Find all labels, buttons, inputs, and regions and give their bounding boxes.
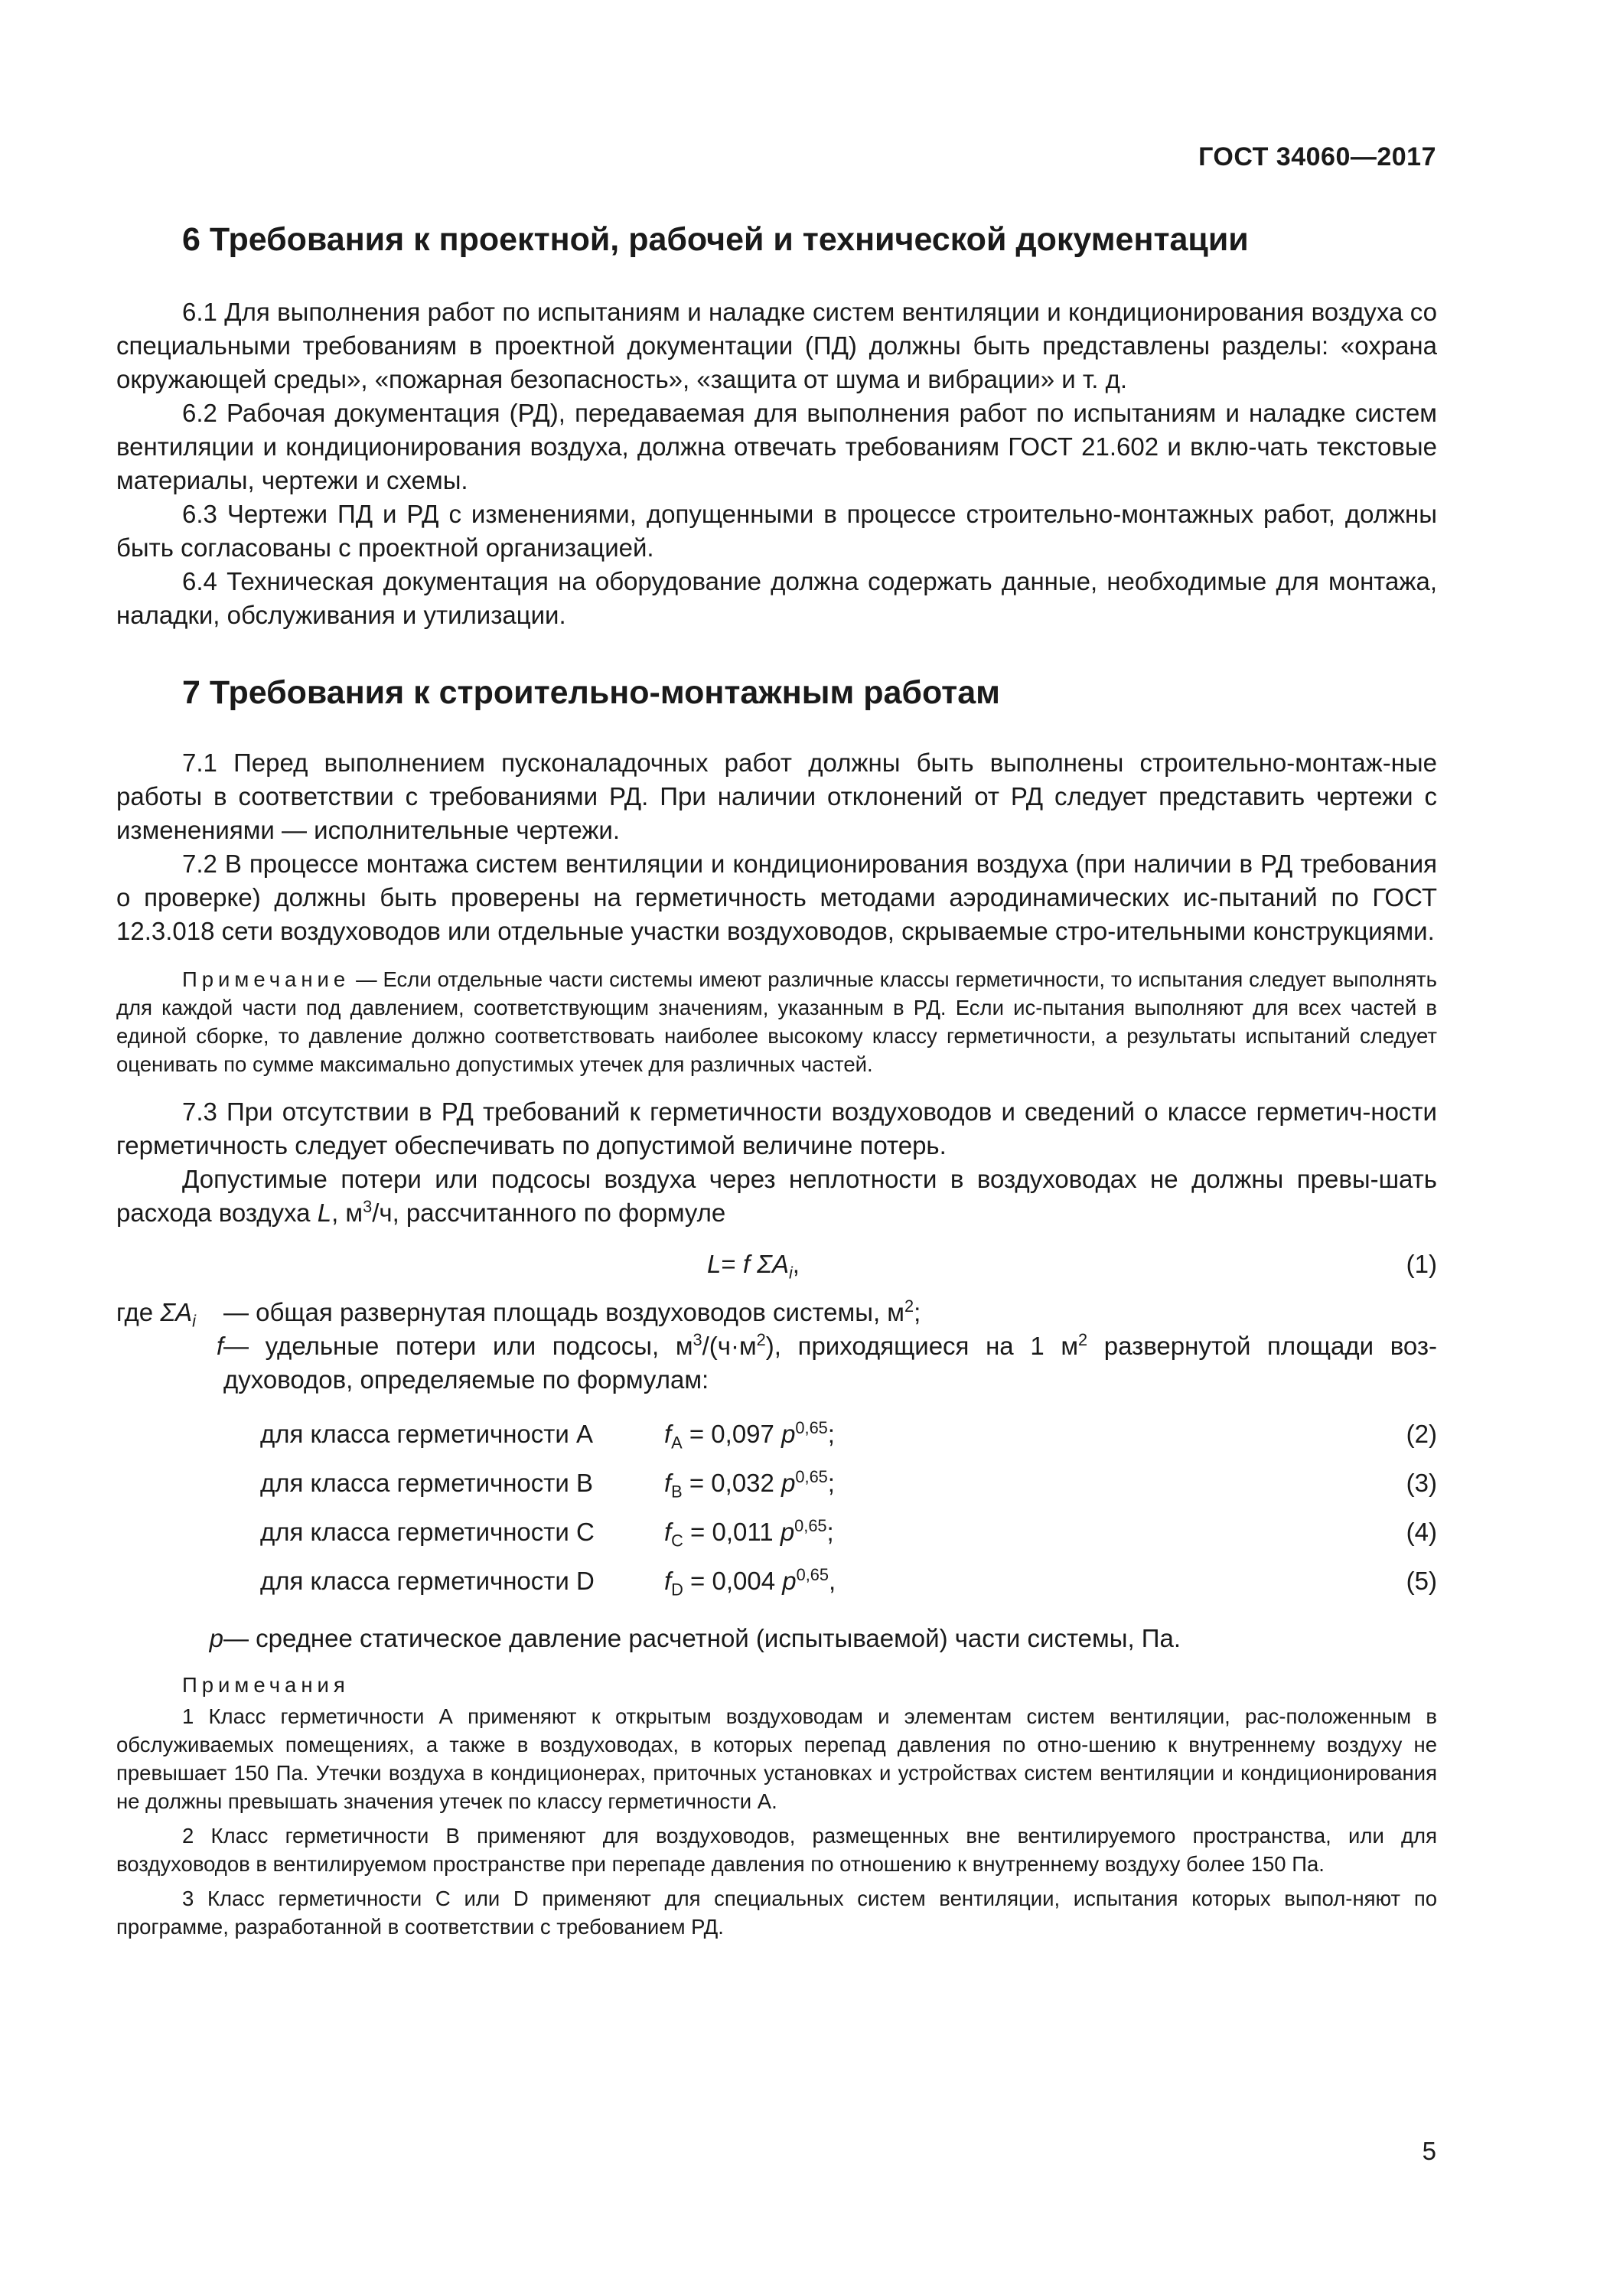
note-1: 1 Класс герметичности А применяют к открытым воздуховодам и элементам систем вентиляции, рас-положенным в обслуживаемых помещениях, а также в воздуховодах, в которых перепад давления по отно-шению к внутреннему воздуху не превышает 150 Па. Утечки воздуха в кондиционерах, приточных установках и устройствах систем вентиляции и кондиционирования не должны превышать значения утечек по классу герметичности А. xyxy=(116,1704,1437,1814)
formula-5-number: (5) xyxy=(1406,1567,1437,1596)
losses-text-end: /ч, рассчитанного по формуле xyxy=(372,1199,726,1228)
formula-3-coef: = 0,032 xyxy=(682,1469,782,1498)
formula-4-coef: = 0,011 xyxy=(683,1518,781,1547)
formula-5-sub: D xyxy=(671,1580,683,1600)
formula-5-label: для класса герметичности D xyxy=(260,1567,595,1596)
f-text-c: ), приходящиеся на 1 м xyxy=(765,1332,1079,1361)
where-label: где xyxy=(116,1298,154,1327)
sumA-sub: i xyxy=(192,1311,196,1331)
f-sup2: 2 xyxy=(756,1330,766,1350)
formula-5-exp: 0,65 xyxy=(796,1565,829,1585)
formula-2-coef: = 0,097 xyxy=(682,1420,782,1449)
definition-p-row xyxy=(116,1622,1437,1655)
losses-unit-exp: 3 xyxy=(363,1197,373,1217)
formula-3-number: (3) xyxy=(1406,1469,1437,1498)
f-text-b: /(ч·м xyxy=(702,1332,757,1361)
para-allowable-losses xyxy=(116,1163,1437,1230)
formula-4 xyxy=(116,1510,1437,1559)
formula-2 xyxy=(116,1412,1437,1461)
formula-3 xyxy=(116,1461,1437,1510)
sumA-text: — общая развернутая площадь воздуховодов системы, м xyxy=(223,1298,904,1327)
formula-5-end: , xyxy=(828,1567,836,1596)
para-6-3: 6.3 Чертежи ПД и РД с изменениями, допущенными в процессе строительно-монтажных работ, должны быть согласованы с проектной организацией. xyxy=(116,499,1437,562)
para-6-1: 6.1 Для выполнения работ по испытаниям и наладке систем вентиляции и кондиционирования воздуха со специальными требованиям в проектной документации (ПД) должны быть представлены разделы: «охрана окружающей среды», «пожарная безопасность», «защита от шума и вибрации» и т. д. xyxy=(116,297,1437,393)
formula-5 xyxy=(116,1559,1437,1608)
note-7-2 xyxy=(116,965,1437,1078)
f-sup1: 3 xyxy=(693,1330,702,1350)
formula-1-sub: i xyxy=(788,1263,793,1283)
definition-p-symbol xyxy=(116,1622,223,1655)
formula-5-expression: $f_D = 0,004$ $p^{0,65}$, xyxy=(664,1565,836,1600)
formula-3-label: для класса герметичности В xyxy=(260,1469,593,1498)
formula-2-expression: $f_A = 0,097$ $p^{0,65}$; xyxy=(664,1418,835,1453)
section-7-body xyxy=(116,746,1437,1941)
formula-2-number: (2) xyxy=(1406,1420,1437,1449)
formula-3-end: ; xyxy=(827,1469,835,1498)
formula-1-lhs: L xyxy=(707,1250,722,1279)
formula-2-label: для класса герметичности А xyxy=(260,1420,593,1449)
formula-1-sum: ΣA xyxy=(749,1250,789,1279)
sumA-unit-exp: 2 xyxy=(904,1296,914,1316)
formula-3-exp: 0,65 xyxy=(795,1467,828,1487)
formula-1-expression xyxy=(707,1250,800,1283)
f-sup3: 2 xyxy=(1078,1330,1088,1350)
para-6-4: 6.4 Техническая документация на оборудование должна содержать данные, необходимые для монтажа, наладки, обслуживания и утилизации. xyxy=(116,566,1437,629)
sumA-end: ; xyxy=(914,1298,921,1327)
f-sym: f xyxy=(216,1332,223,1361)
formula-2-sub: A xyxy=(671,1433,683,1453)
para-7-1: 7.1 Перед выполнением пусконаладочных работ должны быть выполнены строительно-монтаж-ные работы в соответствии с требованиями РД. При наличии отклонений от РД следует представить чертежи с изменениями — исполнительные чертежи. xyxy=(116,748,1437,845)
formula-1-number: (1) xyxy=(1406,1250,1437,1279)
page-number: 5 xyxy=(1422,2137,1436,2165)
definition-p xyxy=(116,1622,1437,1655)
notes-heading-text: Примечания xyxy=(182,1673,350,1698)
notes-block xyxy=(116,1671,1437,1941)
formula-1-tail: , xyxy=(792,1250,800,1279)
formula-1-f: f xyxy=(742,1250,750,1279)
f-text-d: развернутой площади воз-духоводов, определяемые по формулам: xyxy=(223,1332,1438,1394)
formula-2-end: ; xyxy=(827,1420,835,1449)
formula-3-sub: B xyxy=(671,1482,683,1502)
note-2: 2 Класс герметичности В применяют для воздуховодов, размещенных вне вентилируемого пространства, или для воздуховодов в вентилируемом пространстве при перепаде давления по отношению к внутреннему воздуху более 150 Па. xyxy=(116,1824,1437,1877)
para-7-3: 7.3 При отсутствии в РД требований к герметичности воздуховодов и сведений о классе герметич-ности герметичность следует обеспечивать по допустимой величине потерь. xyxy=(116,1097,1437,1160)
sumA-sym: ΣA xyxy=(160,1298,193,1327)
para-6-2: 6.2 Рабочая документация (РД), передаваемая для выполнения работ по испытаниям и наладке систем вентиляции и кондиционирования воздуха, должна отвечать требованиям ГОСТ 21.602 и вклю-чать текстовые материалы, чертежи и схемы. xyxy=(116,398,1437,494)
note-3: 3 Класс герметичности С или D применяют для специальных систем вентиляции, испытания которых выпол-няют по программе, разработанной в соответствии с требованием РД. xyxy=(116,1887,1437,1939)
definition-sumA xyxy=(116,1296,1437,1329)
definitions xyxy=(116,1296,1437,1397)
class-formulas xyxy=(116,1412,1437,1608)
notes-heading xyxy=(116,1671,1437,1699)
formula-3-expression: $f_B = 0,032$ $p^{0,65}$; xyxy=(664,1467,835,1502)
para-7-2: 7.2 В процессе монтажа систем вентиляции и кондиционирования воздуха (при наличии в РД требования о проверке) должны быть проверены на герметичность методами аэродинамических ис-пытаний по ГОСТ 12.3.018 сети воздуховодов или отдельные участки воздуховодов, скрываемые стро-ительными конструкциями. xyxy=(116,850,1437,946)
definition-sumA-text xyxy=(223,1296,1437,1329)
definition-f-symbol xyxy=(116,1329,223,1363)
formula-4-label: для класса герметичности С xyxy=(260,1518,595,1547)
f-text-a: — удельные потери или подсосы, м xyxy=(223,1332,693,1361)
formula-5-coef: = 0,004 xyxy=(683,1567,783,1596)
definition-p-text: — среднее статическое давление расчетной (испытываемой) части системы, Па. xyxy=(223,1624,1181,1653)
p-sym: p xyxy=(209,1624,223,1653)
formula-4-number: (4) xyxy=(1406,1518,1437,1547)
section-7-heading: 7 Требования к строительно-монтажным работам xyxy=(182,673,1000,711)
definition-sumA-symbol xyxy=(116,1296,223,1329)
page-content xyxy=(116,220,1437,1941)
formula-4-end: ; xyxy=(826,1518,834,1547)
losses-text: Допустимые потери или подсосы воздуха через неплотности в воздуховодах не должны превы-шать расхода воздуха xyxy=(116,1165,1437,1228)
definition-f xyxy=(116,1329,1437,1397)
note-label: Примечание xyxy=(182,967,350,992)
section-6-body xyxy=(116,295,1437,632)
note-text: — Если отдельные части системы имеют различные классы герметичности, то испытания следует выполнять для каждой части под давлением, соответствующим значениям, указанным в РД. Если ис-пытания выполняют для всех частей в единой сборке, то давление должно соответствовать наиболее высокому классу герметичности, а результаты испытаний следует оценивать по сумме максимально допустимых утечек для различных частей. xyxy=(116,967,1437,1077)
document-id: ГОСТ 34060—2017 xyxy=(1198,142,1436,171)
formula-4-exp: 0,65 xyxy=(794,1516,827,1536)
section-6-heading: 6 Требования к проектной, рабочей и технической документации xyxy=(182,221,1249,258)
formula-1-eq: = xyxy=(721,1250,743,1279)
formula-2-exp: 0,65 xyxy=(795,1418,828,1438)
definition-f-text xyxy=(223,1329,1437,1397)
formula-4-sub: C xyxy=(671,1531,683,1551)
formula-1 xyxy=(116,1244,1437,1291)
losses-symbol-L: L xyxy=(317,1199,332,1228)
formula-4-expression: $f_C = 0,011$ $p^{0,65}$; xyxy=(664,1516,834,1551)
losses-unit: , м xyxy=(331,1199,363,1228)
